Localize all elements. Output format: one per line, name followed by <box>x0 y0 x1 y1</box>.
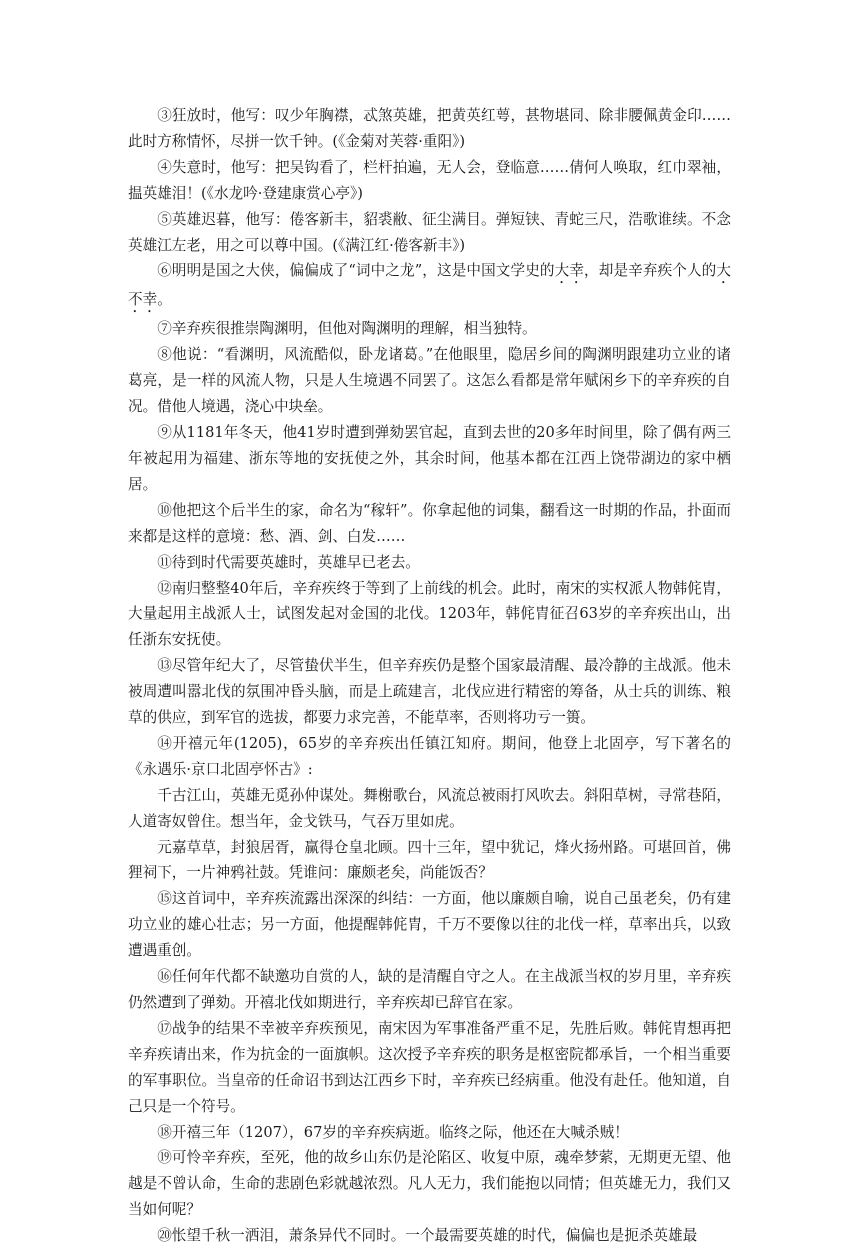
poem-stanza-2: 元嘉草草，封狼居胥，赢得仓皇北顾。四十三年，望中犹记，烽火扬州路。可堪回首，佛狸祠下，一片神鸦社鼓。凭谁问：廉颇老矣，尚能饭否？ <box>128 838 731 882</box>
paragraph-16: ⑯任何年代都不缺邀功自赏的人，缺的是清醒自守之人。在主战派当权的岁月里，辛弃疾仍然遭到了弹劾。开禧北伐如期进行，辛弃疾却已辞官在家。 <box>128 968 731 1011</box>
paragraph-6 <box>128 258 731 316</box>
paragraph-9: ⑨从1181年冬天，他41岁时遭到弹劾罢官起，直到去世的20多年时间里，除了偶有两三年被起用为福建、浙东等地的安抚使之外，其余时间，他基本都在江西上饶带湖边的家中栖居。 <box>128 424 731 493</box>
paragraph-12: ⑫南归整整40年后，辛弃疾终于等到了上前线的机会。此时，南宋的实权派人物韩侂胄，大量起用主战派人士，试图发起对金国的北伐。1203年，韩侂胄征召63岁的辛弃疾出山，出任浙东安抚使。 <box>128 579 731 649</box>
paragraph-7: ⑦辛弃疾很推崇陶渊明，但他对陶渊明的理解，相当独特。 <box>157 320 537 338</box>
paragraph-8: ⑧他说：“看渊明，风流酷似，卧龙诸葛。”在他眼里，隐居乡间的陶渊明跟建功立业的诸葛亮，是一样的风流人物，只是人生境遇不同罢了。这怎么看都是常年赋闲乡下的辛弃疾的自况。借他人境遇，浇心中块垒。 <box>128 346 731 416</box>
paragraph-10: ⑩他把这个后半生的家，命名为“稼轩”。你拿起他的词集，翻看这一时期的作品，扑面而来都是这样的意境：愁、酒、剑、白发…… <box>128 501 731 545</box>
paragraph-15: ⑮这首词中，辛弃疾流露出深深的纠结：一方面，他以廉颇自喻，说自己虽老矣，仍有建功立业的雄心壮志；另一方面，他提醒韩侂胄，千万不要像以往的北伐一样，草率出兵，以致遭遇重创。 <box>128 890 731 960</box>
paragraph-18: ⑱开禧三年（1207），67岁的辛弃疾病逝。临终之际，他还在大喊杀贼！ <box>157 1123 629 1141</box>
paragraph-17: ⑰战争的结果不幸被辛弃疾预见，南宋因为军事准备严重不足，先胜后败。韩侂胄想再把辛弃疾请出来，作为抗金的一面旗帜。这次授予辛弃疾的职务是枢密院都承旨，一个相当重要的军事职位。当皇帝的任命诏书到达江西乡下时，辛弃疾已经病重。他没有赴任。他知道，自己只是一个符号。 <box>128 1019 731 1115</box>
paragraph-4: ④失意时，他写：把吴钩看了，栏杆拍遍，无人会，登临意……倩何人唤取，红巾翠袖，揾英雄泪！(《水龙吟·登建康赏心亭》) <box>128 158 731 202</box>
article-body <box>128 103 731 1249</box>
paragraph-3: ③狂放时，他写：叹少年胸襟，忒煞英雄，把黄英红萼，甚物堪同、除非腰佩黄金印……此时方称情怀，尽拼一饮千钟。(《金菊对芙蓉·重阳》) <box>128 107 731 150</box>
paragraph-14: ⑭开禧元年(1205)，65岁的辛弃疾出任镇江知府。期间，他登上北固亭，写下著名的《永遇乐·京口北固亭怀古》: <box>128 734 731 778</box>
emphasis-dabuxing: 大不幸 <box>128 262 731 309</box>
poem-stanza-1: 千古江山，英雄无觅孙仲谋处。舞榭歌台，风流总被雨打风吹去。斜阳草树，寻常巷陌，人道寄奴曾住。想当年，金戈铁马，气吞万里如虎。 <box>128 786 731 830</box>
paragraph-13: ⑬尽管年纪大了，尽管蛰伏半生，但辛弃疾仍是整个国家最清醒、最冷静的主战派。他未被周遭叫嚣北伐的氛围冲昏头脑，而是上疏建言，北伐应进行精密的筹备，从士兵的训练、粮草的供应，到军官的选拔，都要力求完善，不能草率，否则将功亏一篑。 <box>128 657 731 727</box>
emphasis-dazing: 大幸 <box>554 262 585 280</box>
paragraph-6-text-c: 。 <box>157 291 172 309</box>
paragraph-6-text-a: ⑥明明是国之大侠，偏偏成了“词中之龙”，这是中国文学史的 <box>157 262 555 280</box>
paragraph-11: ⑪待到时代需要英雄时，英雄早已老去。 <box>157 553 420 571</box>
paragraph-20: ⑳怅望千秋一洒泪，萧条异代不同时。一个最需要英雄的时代，偏偏也是扼杀英雄最 <box>157 1227 698 1245</box>
paragraph-19: ⑲可怜辛弃疾，至死，他的故乡山东仍是沦陷区、收复中原，魂牵梦萦，无期更无望、他越是不曾认命，生命的悲剧色彩就越浓烈。凡人无力，我们能抱以同情；但英雄无力，我们又当如何呢？ <box>128 1149 731 1219</box>
paragraph-5: ⑤英雄迟暮，他写：倦客新丰，貂裘敝、征尘满目。弹短铗、青蛇三尺，浩歌谁续。不念英雄江左老，用之可以尊中国。(《满江红·倦客新丰》) <box>128 210 731 254</box>
paragraph-6-text-b: ，却是辛弃疾个人的 <box>584 262 717 280</box>
